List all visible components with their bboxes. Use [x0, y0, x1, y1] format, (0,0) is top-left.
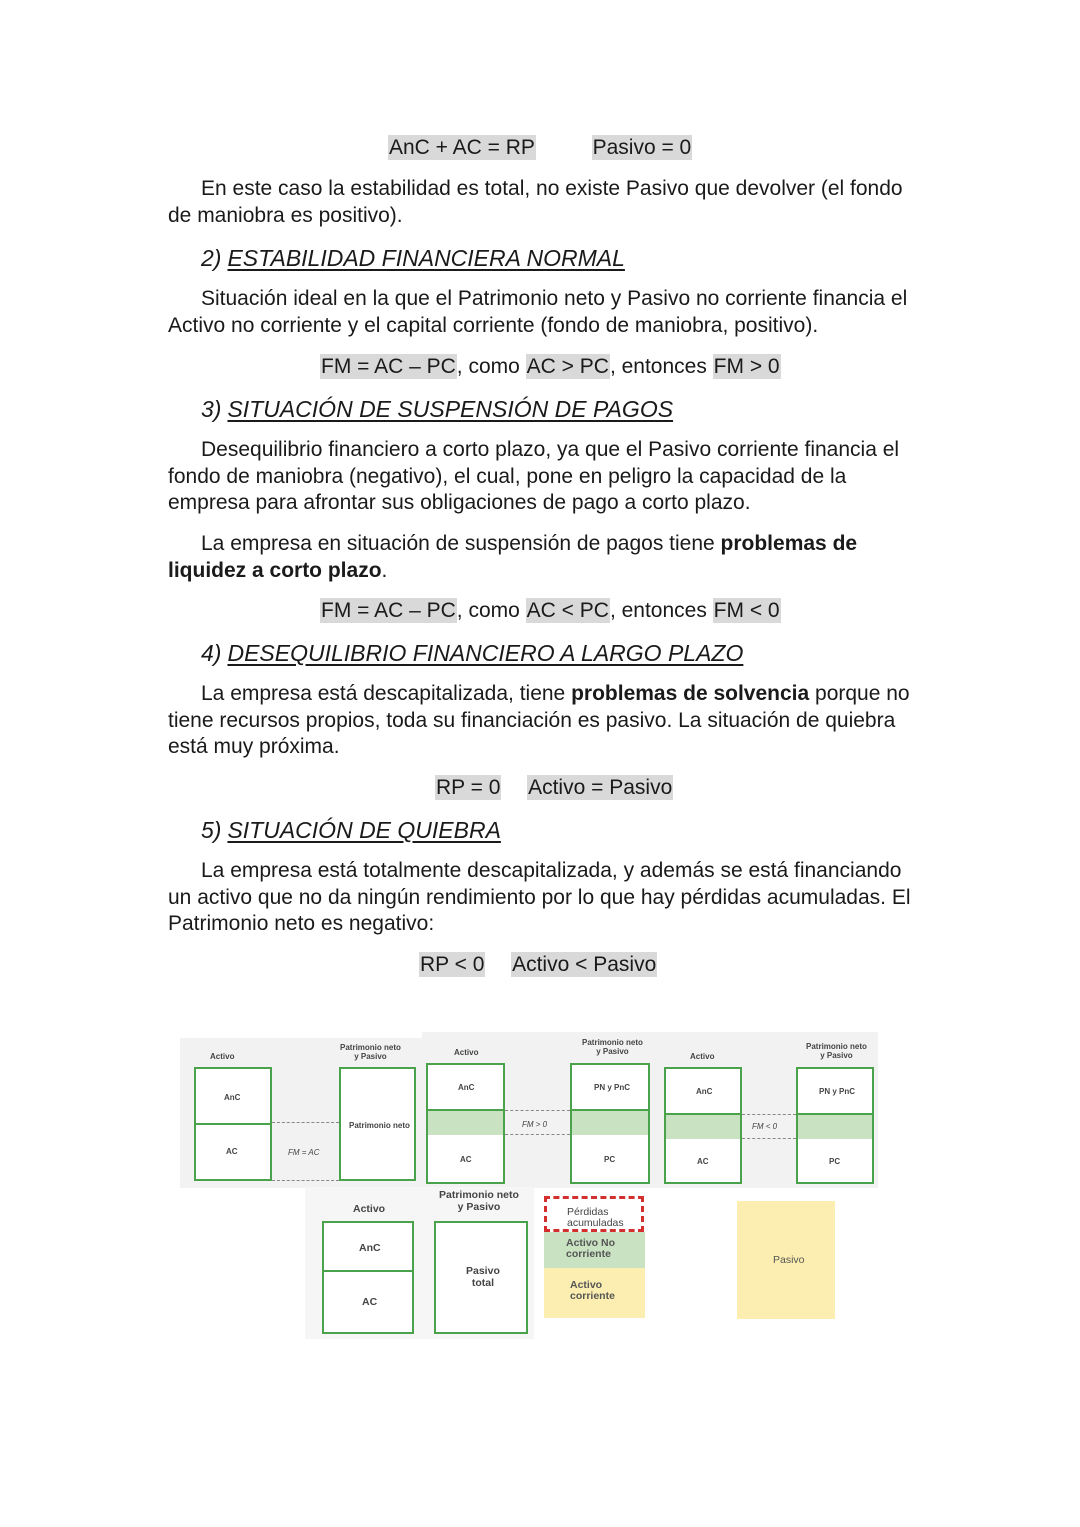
pn-label: Patrimonio neto y Pasivo [806, 1042, 867, 1060]
pc-box [796, 1113, 874, 1184]
paragraph-bankruptcy: La empresa está totalmente descapitalizada, y además se está financiando un activo que no da ningún rendimiento por lo que hay pérdidas acumuladas. El Patrimonio neto es negativo: [168, 859, 911, 935]
section-title: DESEQUILIBRIO FINANCIERO A LARGO PLAZO [227, 640, 744, 666]
fm-label: FM > 0 [522, 1120, 548, 1129]
formula5-right: Activo < Pasivo [512, 953, 657, 976]
activo-label: Activo [210, 1052, 235, 1061]
ac-label: AC [362, 1296, 378, 1308]
ac-box [426, 1109, 505, 1184]
pasivo-total-box [434, 1221, 528, 1334]
formula-fm-positive [320, 354, 781, 380]
formula1-left: AnC + AC = RP [389, 136, 535, 159]
diagram-normal-stability [422, 1032, 662, 1188]
diagram-long-term-imbalance [305, 1187, 534, 1339]
formula1-right: Pasivo = 0 [592, 136, 692, 159]
formula-part: FM > 0 [713, 355, 780, 378]
pn-label: Patrimonio neto y Pasivo [340, 1043, 401, 1061]
paragraph-liquidity-problems [168, 531, 918, 584]
formula-rp-negative [419, 952, 657, 978]
section-heading-3 [201, 395, 673, 423]
activo-label: Activo [454, 1048, 479, 1057]
non-current-assets-box [544, 1232, 645, 1268]
paragraph-short-term-imbalance: Desequilibrio financiero a corto plazo, ya que el Pasivo corriente financia el fondo de maniobra (negativo), el cual, pone en peligro la capacidad de la empresa para afrontar sus obligaciones de pago a corto plazo. [168, 438, 900, 514]
text: porque no tiene recursos propios, toda su financiación es pasivo. La situación de quiebra está muy próxima. [168, 682, 910, 758]
anc-label: AnC [458, 1083, 475, 1092]
liabilities-label: Pasivo [773, 1254, 805, 1266]
pn-label: Patrimonio neto y Pasivo [439, 1189, 519, 1213]
pn-label: Patrimonio neto y Pasivo [582, 1038, 643, 1056]
current-assets-label: Activo corriente [570, 1279, 615, 1302]
ac-label: AC [460, 1155, 472, 1164]
pn-pnc-label: PN y PnC [594, 1083, 631, 1092]
fm-label: FM < 0 [752, 1122, 778, 1131]
formula4-left: RP = 0 [436, 776, 501, 799]
fm-label: FM = AC [288, 1148, 320, 1157]
pn-pnc-box [570, 1063, 650, 1111]
pn-pnc-label: PN y PnC [819, 1087, 856, 1096]
paragraph-stability-total: En este caso la estabilidad es total, no existe Pasivo que devolver (el fondo de maniobra es positivo). [168, 177, 903, 227]
formula5-left: RP < 0 [420, 953, 485, 976]
ac-label: AC [697, 1157, 709, 1166]
anc-box [322, 1221, 414, 1272]
formula-part: , entonces [609, 599, 713, 622]
text: La empresa en situación de suspensión de pagos tiene [201, 532, 721, 555]
losses-label: Pérdidas acumuladas [567, 1206, 624, 1229]
ac-box [322, 1270, 414, 1334]
pn-pnc-box [796, 1067, 874, 1115]
section-number: 5) [201, 817, 222, 843]
pc-box [570, 1109, 650, 1184]
formula-anc-ac-rp [388, 135, 692, 161]
formula-fm-negative [320, 598, 781, 624]
section-title: SITUACIÓN DE SUSPENSIÓN DE PAGOS [227, 396, 674, 422]
pasivo-total-label: Pasivo total [466, 1265, 500, 1289]
current-assets-box [544, 1268, 645, 1318]
formula-part: FM = AC – PC [321, 599, 456, 622]
liabilities-box [737, 1201, 835, 1319]
anc-label: AnC [359, 1242, 381, 1254]
diagram-total-stability [180, 1038, 422, 1188]
anc-label: AnC [224, 1093, 241, 1102]
anc-box [194, 1067, 272, 1125]
non-current-assets-label: Activo No corriente [566, 1237, 616, 1260]
ac-box [664, 1113, 742, 1184]
section-number: 3) [201, 396, 222, 422]
section-heading-2 [201, 244, 625, 272]
formula-part: AC < PC [526, 599, 609, 622]
section-heading-4 [201, 639, 743, 667]
section-heading-5 [201, 816, 501, 844]
anc-box [664, 1067, 742, 1115]
diagram-suspension-of-payments [662, 1032, 878, 1188]
diagram-bankruptcy-assets [544, 1196, 646, 1322]
formula-part: , entonces [609, 355, 713, 378]
section-number: 2) [201, 245, 222, 271]
pc-label: PC [604, 1155, 616, 1164]
section-number: 4) [201, 640, 222, 666]
paragraph-ideal-situation: Situación ideal en la que el Patrimonio neto y Pasivo no corriente financia el Activo no corriente y el capital corriente (fondo de maniobra, positivo). [168, 287, 908, 337]
formula-part: AC > PC [526, 355, 609, 378]
text: La empresa está descapitalizada, tiene [201, 682, 572, 705]
ac-label: AC [226, 1147, 238, 1156]
section-title: ESTABILIDAD FINANCIERA NORMAL [227, 245, 625, 271]
paragraph-solvency-problems [168, 681, 918, 761]
bold-text: problemas de solvencia [571, 682, 810, 705]
ac-box [194, 1123, 272, 1181]
anc-label: AnC [696, 1087, 713, 1096]
formula4-right: Activo = Pasivo [528, 776, 673, 799]
formula-part: FM = AC – PC [321, 355, 456, 378]
pn-box [339, 1067, 416, 1181]
pn-box-label: Patrimonio neto [349, 1121, 410, 1130]
formula-part: , como [456, 355, 526, 378]
formula-rp-zero [435, 775, 673, 801]
formula-part: , como [456, 599, 526, 622]
formula-part: FM < 0 [713, 599, 780, 622]
activo-label: Activo [353, 1203, 386, 1215]
text: . [381, 558, 388, 582]
losses-box [544, 1196, 644, 1232]
pc-label: PC [829, 1157, 841, 1166]
section-title: SITUACIÓN DE QUIEBRA [227, 817, 501, 843]
bold-text: problemas de liquidez a corto plazo [168, 532, 858, 582]
anc-box [426, 1063, 505, 1111]
activo-label: Activo [690, 1052, 715, 1061]
